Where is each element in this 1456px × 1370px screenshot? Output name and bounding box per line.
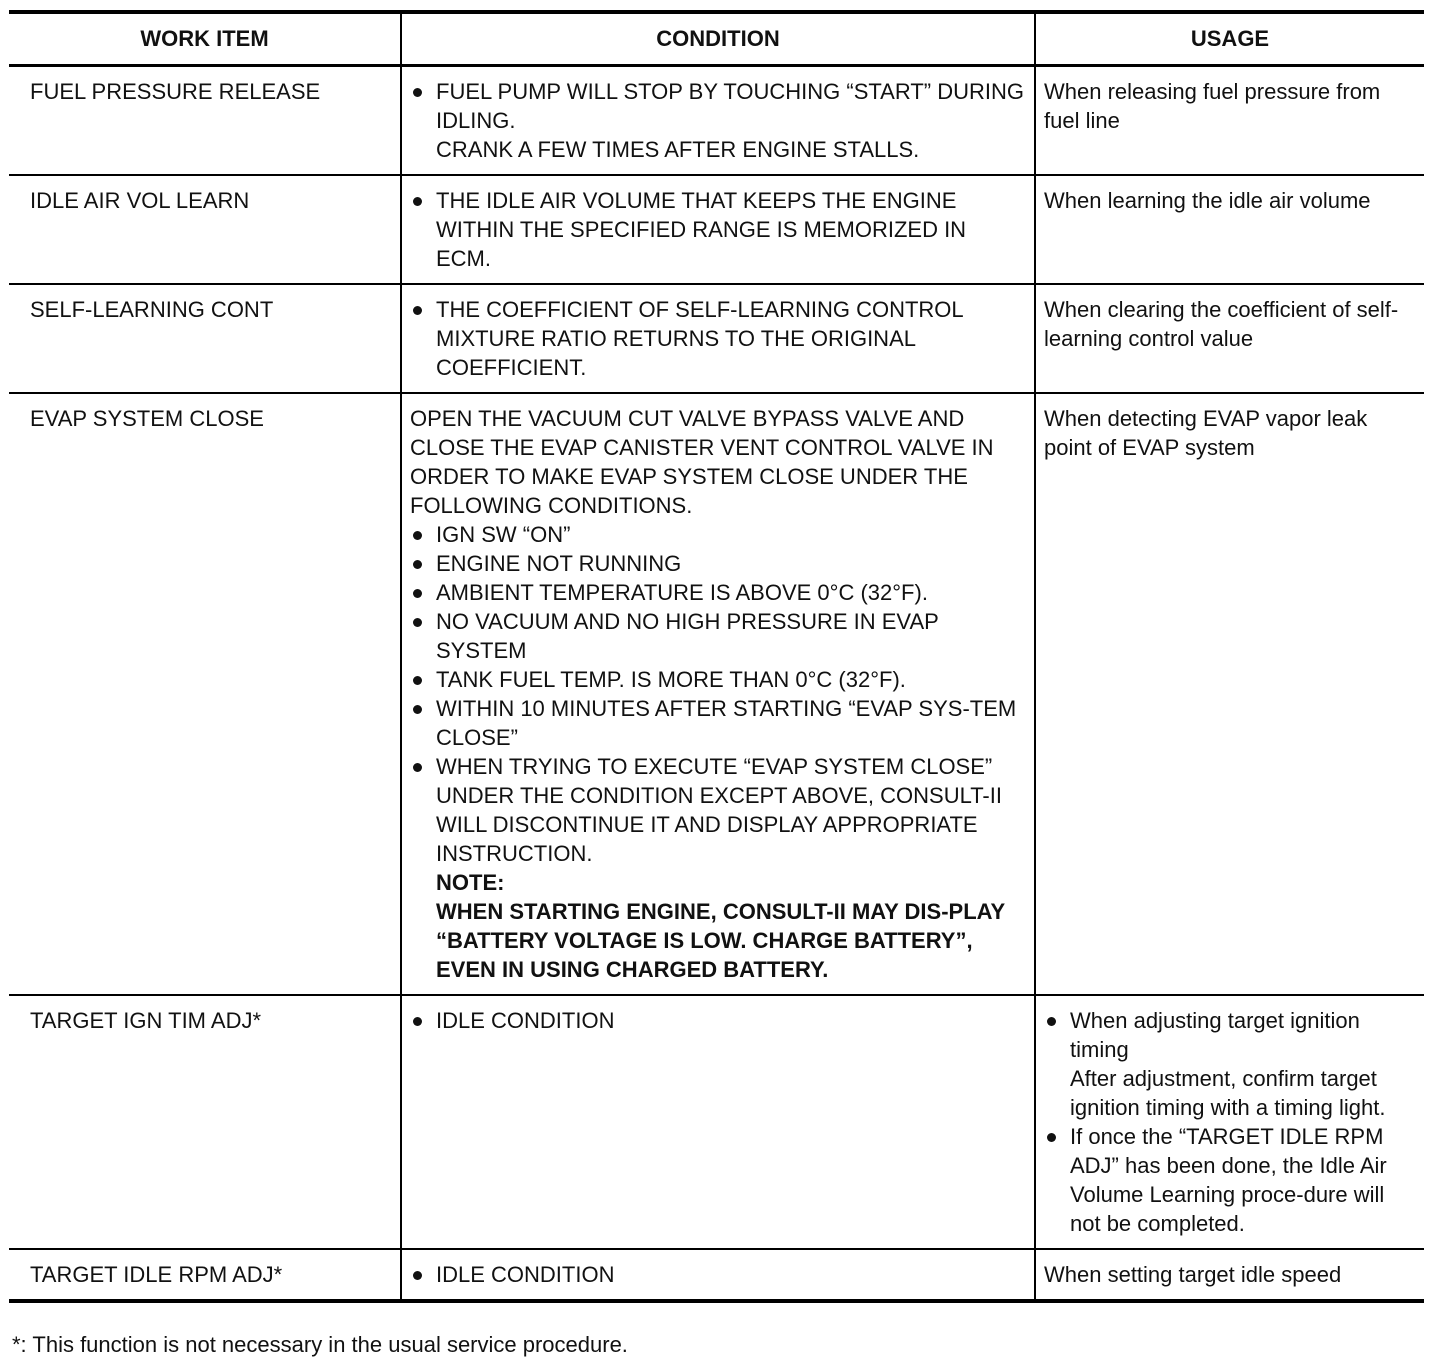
condition-bullet bbox=[410, 752, 1026, 984]
header-work-item: WORK ITEM bbox=[9, 12, 401, 66]
table-row bbox=[9, 1249, 1424, 1301]
work-item-cell: IDLE AIR VOL LEARN bbox=[9, 175, 401, 284]
condition-cell bbox=[401, 995, 1035, 1249]
condition-cell bbox=[401, 284, 1035, 393]
usage-cell: When clearing the coefficient of self-learning control value bbox=[1035, 284, 1424, 393]
work-item-cell: FUEL PRESSURE RELEASE bbox=[30, 79, 321, 104]
header-usage: USAGE bbox=[1035, 12, 1424, 66]
footnote: *: This function is not necessary in the usual service procedure. bbox=[12, 1332, 628, 1357]
header-condition: CONDITION bbox=[401, 12, 1035, 66]
condition-bullet: IGN SW “ON” bbox=[410, 520, 1026, 549]
work-support-table-container bbox=[9, 10, 1424, 1303]
note-text: WHEN STARTING ENGINE, CONSULT-II MAY DIS-PLAY “BATTERY VOLTAGE IS LOW. CHARGE BATTERY”, EVEN IN USING CHARGED BATTERY. bbox=[436, 899, 1005, 982]
usage-bullet: If once the “TARGET IDLE RPM ADJ” has been done, the Idle Air Volume Learning proce-dure will not be completed. bbox=[1044, 1122, 1416, 1238]
condition-bullet: WITHIN 10 MINUTES AFTER STARTING “EVAP SYS-TEM CLOSE” bbox=[410, 694, 1026, 752]
condition-bullet: NO VACUUM AND NO HIGH PRESSURE IN EVAP SYSTEM bbox=[410, 607, 1026, 665]
table-row bbox=[9, 393, 1424, 995]
condition-bullet: AMBIENT TEMPERATURE IS ABOVE 0°C (32°F). bbox=[410, 578, 1026, 607]
work-item-cell: TARGET IGN TIM ADJ* bbox=[9, 995, 401, 1249]
table-row bbox=[9, 284, 1424, 393]
usage-cell: When releasing fuel pressure from fuel line bbox=[1035, 66, 1424, 176]
table-row bbox=[9, 175, 1424, 284]
condition-bullet: TANK FUEL TEMP. IS MORE THAN 0°C (32°F). bbox=[410, 665, 1026, 694]
work-item-cell: EVAP SYSTEM CLOSE bbox=[9, 393, 401, 995]
work-item-cell: TARGET IDLE RPM ADJ* bbox=[9, 1249, 401, 1301]
usage-subtext: After adjustment, confirm target ignition timing with a timing light. bbox=[1070, 1066, 1386, 1120]
condition-bullet: ENGINE NOT RUNNING bbox=[410, 549, 1026, 578]
condition-cell bbox=[401, 1249, 1035, 1301]
note-label: NOTE: bbox=[436, 870, 505, 895]
work-item-cell: SELF-LEARNING CONT bbox=[9, 284, 401, 393]
work-support-table bbox=[9, 10, 1424, 1303]
condition-subtext: CRANK A FEW TIMES AFTER ENGINE STALLS. bbox=[436, 137, 920, 162]
condition-cell bbox=[401, 66, 1035, 176]
usage-bullet bbox=[1044, 1006, 1416, 1122]
condition-bullet: IDLE CONDITION bbox=[410, 1260, 1026, 1289]
condition-bullet: IDLE CONDITION bbox=[410, 1006, 1026, 1035]
usage-text: When adjusting target ignition timing bbox=[1070, 1008, 1360, 1062]
usage-cell: When learning the idle air volume bbox=[1035, 175, 1424, 284]
condition-text: FUEL PUMP WILL STOP BY TOUCHING “START” DURING IDLING. bbox=[436, 79, 1024, 133]
condition-bullet bbox=[410, 77, 1026, 164]
condition-cell bbox=[401, 175, 1035, 284]
usage-cell bbox=[1035, 995, 1424, 1249]
table-row bbox=[9, 995, 1424, 1249]
condition-cell bbox=[401, 393, 1035, 995]
condition-intro: OPEN THE VACUUM CUT VALVE BYPASS VALVE AND CLOSE THE EVAP CANISTER VENT CONTROL VALVE IN ORDER TO MAKE EVAP SYSTEM CLOSE UNDER THE FOLLOWING CONDITIONS. bbox=[410, 406, 994, 518]
condition-bullet: THE COEFFICIENT OF SELF-LEARNING CONTROL MIXTURE RATIO RETURNS TO THE ORIGINAL COEFFICIENT. bbox=[410, 295, 1026, 382]
table-header-row bbox=[9, 12, 1424, 66]
usage-cell: When setting target idle speed bbox=[1035, 1249, 1424, 1301]
condition-bullet: THE IDLE AIR VOLUME THAT KEEPS THE ENGINE WITHIN THE SPECIFIED RANGE IS MEMORIZED IN ECM. bbox=[410, 186, 1026, 273]
table-row bbox=[9, 66, 1424, 176]
usage-cell: When detecting EVAP vapor leak point of EVAP system bbox=[1035, 393, 1424, 995]
condition-text: WHEN TRYING TO EXECUTE “EVAP SYSTEM CLOSE” UNDER THE CONDITION EXCEPT ABOVE, CONSULT-II WILL DISCONTINUE IT AND DISPLAY APPROPRIATE INSTRUCTION. bbox=[436, 754, 1002, 866]
